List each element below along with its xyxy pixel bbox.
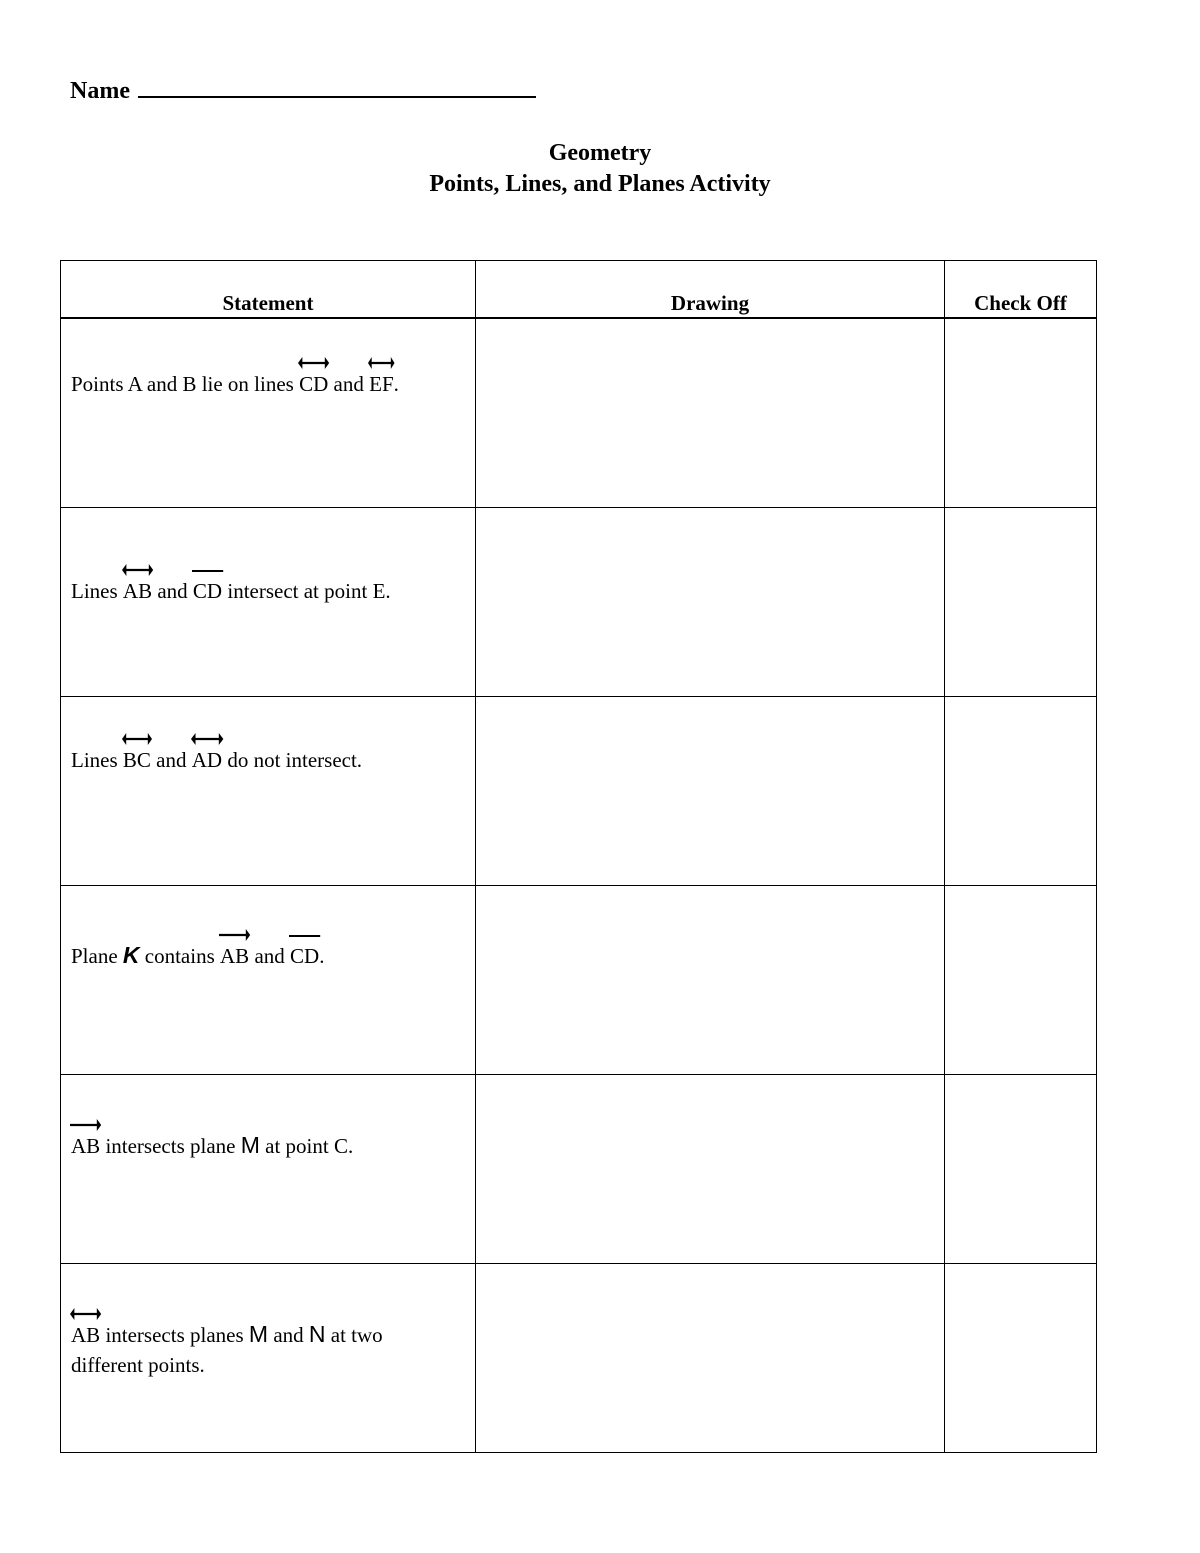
ray-name: AB <box>71 1134 101 1158</box>
ray-arrow-icon <box>219 928 250 942</box>
plane-name: M <box>240 1132 260 1158</box>
ray-name: AB <box>220 944 250 968</box>
name-field <box>70 72 536 105</box>
table-row <box>61 1264 1097 1453</box>
column-header-statement: Statement <box>61 261 476 319</box>
statement-cell <box>61 697 476 886</box>
statement-text: and <box>328 372 370 396</box>
subject-heading: Geometry <box>548 140 652 166</box>
statement-text: Points A and B lie on lines <box>71 372 300 396</box>
table-header-row <box>61 261 1097 319</box>
double-arrow-line-icon <box>298 356 329 370</box>
table-row <box>61 318 1097 508</box>
statement-text: intersect at point E. <box>222 579 391 603</box>
statement-text: and <box>152 579 193 603</box>
segment-name: CD <box>290 944 320 968</box>
table-row <box>61 1075 1097 1264</box>
check-off-cell[interactable] <box>945 1075 1097 1264</box>
plane-name: K <box>122 942 140 968</box>
check-off-cell[interactable] <box>945 1264 1097 1453</box>
statement-text: at two <box>325 1323 383 1347</box>
drawing-cell[interactable] <box>476 508 945 697</box>
drawing-cell[interactable] <box>476 1264 945 1453</box>
table-row <box>61 697 1097 886</box>
line-notation <box>123 745 151 775</box>
statement-text: . <box>393 372 399 396</box>
statement-text: different points. <box>71 1353 205 1377</box>
statement-text: Lines <box>71 748 123 772</box>
statement-text: do not intersect. <box>222 748 363 772</box>
statement-text: and <box>268 1323 309 1347</box>
statement-text: at point C. <box>259 1134 354 1158</box>
ray-notation <box>220 941 249 971</box>
check-off-cell[interactable] <box>945 886 1097 1075</box>
double-arrow-line-icon <box>368 356 395 370</box>
statement-cell <box>61 508 476 697</box>
line-notation <box>299 369 328 399</box>
name-blank-line[interactable] <box>138 72 536 98</box>
column-header-check-off: Check Off <box>945 261 1097 319</box>
segment-notation <box>290 941 319 971</box>
statement-text: and <box>150 748 192 772</box>
drawing-cell[interactable] <box>476 697 945 886</box>
check-off-cell[interactable] <box>945 697 1097 886</box>
double-arrow-line-icon <box>122 563 153 577</box>
statement-text: intersects planes <box>100 1323 249 1347</box>
drawing-cell[interactable] <box>476 1075 945 1264</box>
statement-text: intersects plane <box>100 1134 241 1158</box>
double-arrow-line-icon <box>122 732 152 746</box>
document-title-block <box>0 138 1200 200</box>
activity-title: Points, Lines, and Planes Activity <box>429 171 771 197</box>
plane-name: N <box>308 1321 326 1347</box>
statement-cell <box>61 886 476 1075</box>
line-notation <box>71 1320 100 1350</box>
statement-text: contains <box>139 944 221 968</box>
segment-notation <box>193 576 222 606</box>
statement-text: Lines <box>71 579 123 603</box>
line-name: EF <box>369 372 394 396</box>
statement-text: . <box>319 944 325 968</box>
table-row <box>61 886 1097 1075</box>
segment-bar-icon <box>192 563 223 577</box>
line-notation <box>123 576 152 606</box>
plane-name: M <box>248 1321 269 1347</box>
line-notation <box>192 745 222 775</box>
line-name: CD <box>299 372 329 396</box>
ray-notation <box>71 1131 100 1161</box>
double-arrow-line-icon <box>191 732 223 746</box>
segment-name: CD <box>192 579 223 603</box>
ray-arrow-icon <box>70 1118 101 1132</box>
name-label: Name <box>70 78 130 104</box>
statement-cell <box>61 1075 476 1264</box>
drawing-cell[interactable] <box>476 886 945 1075</box>
check-off-cell[interactable] <box>945 318 1097 508</box>
statement-text: Plane <box>71 944 123 968</box>
statement-text: and <box>249 944 291 968</box>
double-arrow-line-icon <box>70 1307 101 1321</box>
statement-cell <box>61 1264 476 1453</box>
line-name: BC <box>122 748 151 772</box>
check-off-cell[interactable] <box>945 508 1097 697</box>
table-row <box>61 508 1097 697</box>
drawing-cell[interactable] <box>476 318 945 508</box>
segment-bar-icon <box>289 928 320 942</box>
activity-table <box>60 260 1097 1453</box>
line-name: AB <box>71 1323 101 1347</box>
line-notation <box>369 369 394 399</box>
statement-cell <box>61 318 476 508</box>
line-name: AD <box>191 748 223 772</box>
line-name: AB <box>122 579 153 603</box>
column-header-drawing: Drawing <box>476 261 945 319</box>
